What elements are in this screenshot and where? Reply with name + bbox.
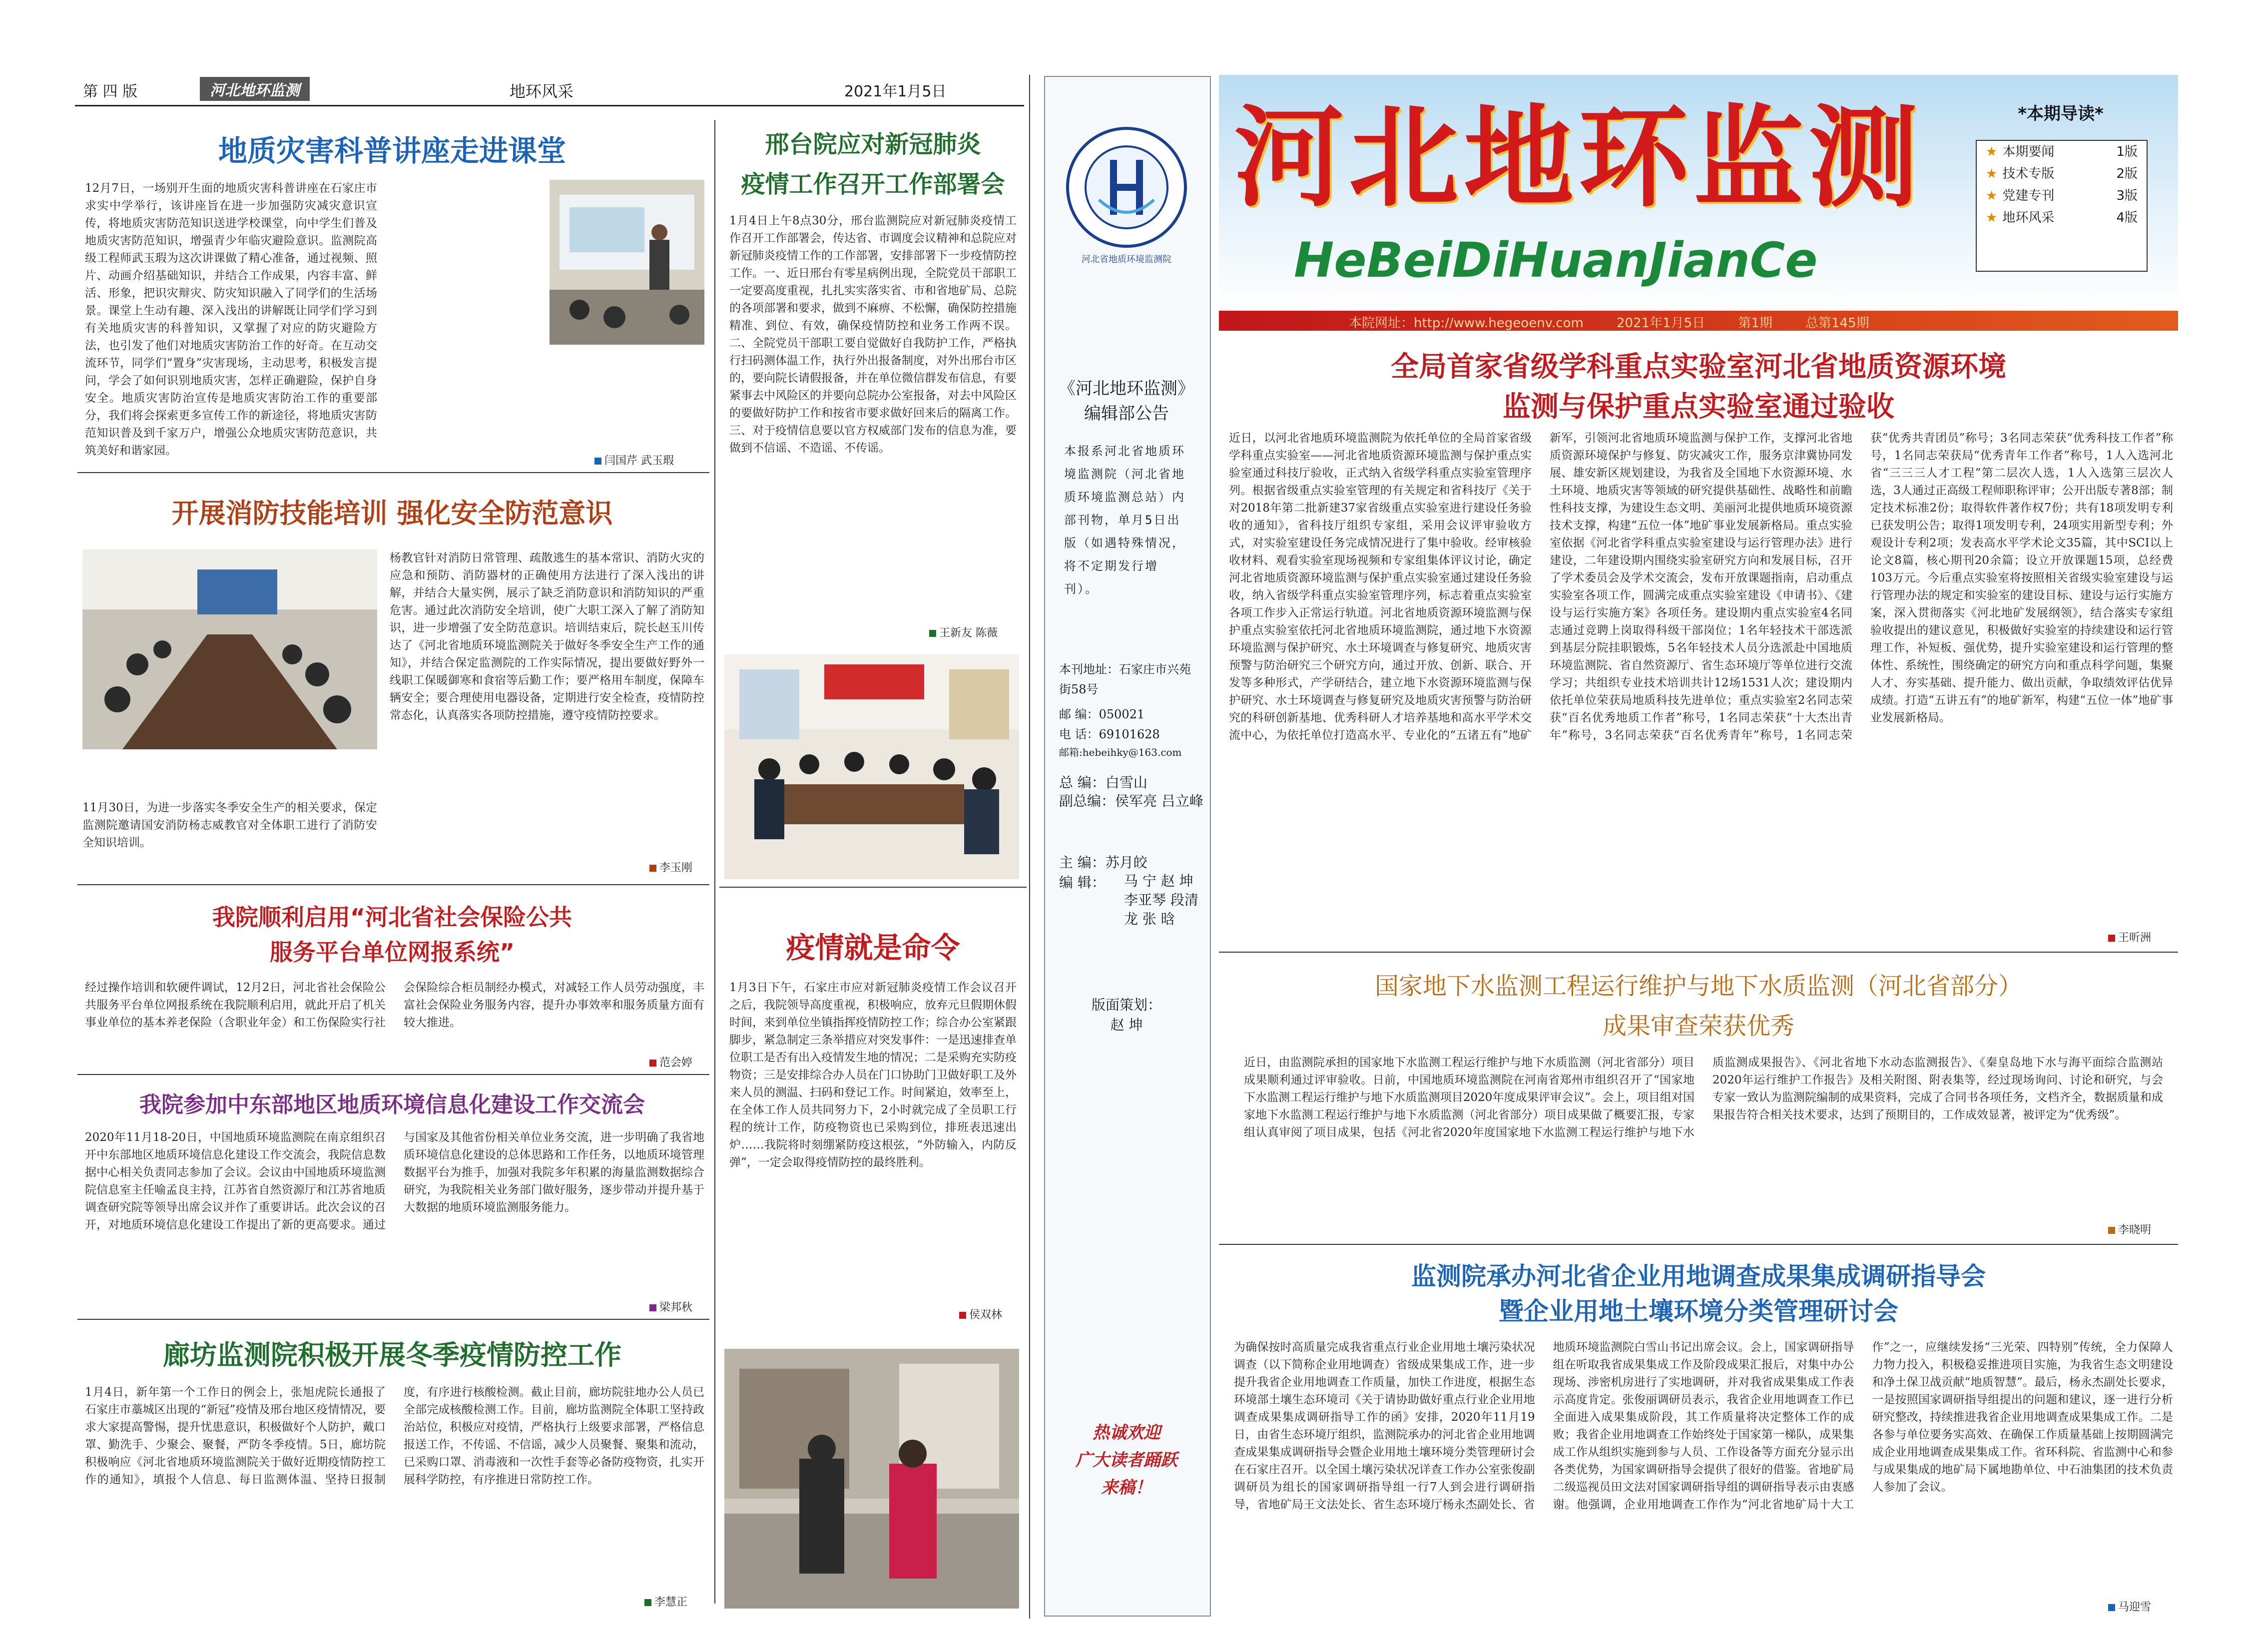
article-body-lead: 11月30日，为进一步落实冬季安全生产的相关要求，保定监测院邀请国安消防杨志威教官对全体职工进行了消防安全知识培训。	[82, 801, 377, 849]
column-divider	[714, 120, 715, 1604]
meeting-photo	[724, 654, 1019, 879]
article-title: 监测院承办河北省企业用地调查成果集成调研指导会	[1411, 1262, 1986, 1291]
editorial-notice-box	[1044, 76, 1211, 1617]
article-body: 为确保按时高质量完成我省重点行业企业用地土壤污染状况调查（以下简称企业用地调查）省级成果集成工作，进一步提升我省企业用地调查工作质量，加快工作进度，根据生态环境部土壤生态环境司《关于请协助做好重点行业企业用地调查成果集成调研指导工作的函》安排，2020年11月19日，由省生态环境厅组织，监测院承办的河北省企业用地调查成果集成调研指导会暨企业用地土壤环境分类管理研讨会在石家庄召开。以全国土壤污染状况详查工作办公室张俊副调研员为组长的国家调研指导组一行7人到会进行调研指导，省地矿局王文法处长、省生态环境厅杨永杰副处长、省地质环境监测院白雪山书记出席会议。会上，国家调研指导组在听取我省成果集成工作及阶段成果汇报后，对集中办公现场、涉密机房进行了实地调研，并对我省成果集成工作表示高度肯定。张俊丽调研员表示，我省企业用地调查工作已全面进入成果集成阶段，其工作质量将决定整体工作的成败；我省企业用地调查工作始终处于国家第一梯队，成果集成工作从组织实施到参与人员、工作设备等方面充分显示出各类优势，为国家调研指导会提供了很好的借鉴。省地矿局二级巡视员田文法对国家调研指导组的调研指导表示由衷感谢。他强调，企业用地调查工作作为“河北省地矿局十大工作”之一，应继续发扬“三光荣、四特别”传统，全力保障人力物力投入，积极稳妥推进项目实施，为我省生态文明建设和净土保卫战贡献“地质智慧”。最后，杨永杰副处长要求，一是按照国家调研指导组提出的问题和建议，逐一进行分析研究整改，持续推进我省企业用地调查成果集成工作。二是各参与单位要务实高效、在确保工作质量基础上按期圆满完成企业用地调查成果集成工作。省环科院、省监测中心和参与成果集成的地矿局下属地勘单位、中石油集团的技术负责人参加了会议。	[1234, 1341, 2173, 1511]
article-title: 开展消防技能培训 强化安全防范意识	[171, 498, 613, 529]
byline-marker	[649, 865, 656, 872]
byline-marker	[649, 1060, 656, 1067]
notice-body: 本报系河北省地质环境监测院（河北省地质环境监测总站）内部刊物，单月5日出版（如遇特殊情况，将不定期发行增刊）。	[1064, 444, 1185, 596]
contents-item[interactable]: ★ 本期要闻 1版	[1986, 144, 2138, 159]
training-photo	[82, 550, 377, 749]
article-body: 近日，以河北省地质环境监测院为依托单位的全局首家省级学科重点实验室——河北省地质资源环境监测与保护重点实验室通过科技厅验收，正式纳入省级学科重点实验室管理序列。根据省级重点实验室管理的有关规定和省科技厅《关于对2018年第二批新建37家省级重点实验室进行建设任务验收的通知》，省科技厅组织专家组，采用会议评审验收方式，对实验室建设任务完成情况进行了集中验收。经审核验收材料、观看实验室现场视频和专家组集体评议讨论，确定河北省地质资源环境监测与保护重点实验室通过建设任务验收，纳入省级学科重点实验室管理序列，标志着重点实验室各项工作步入正常运行轨道。河北省地质资源环境监测与保护重点实验室依托河北省地质环境监测院，通过地下水资源环境监测与保护研究、水土环境调查与修复研究、地质灾害预警与防治研究三个研究方向，通过开放、创新、联合、开发等多种形式，产学研结合，建立地下水资源环境监测与保护研究、水土环境调查与修复研究及地质灾害预警与防治研究的科研创新基地、优秀科研人才培养基地和高水平学术交流中心，为依托单位打造高水平、专业化的“五诸五有”地矿新军，引领河北省地质环境监测与保护工作，支撑河北省地质资源环境保护与修复、防灾减灾工作，服务京津冀协同发展、雄安新区规划建设，为我省及全国地下水资源环境、水土环境、地质灾害等领域的研究提供基础性、战略性和前瞻性科技支撑，为建设生态文明、美丽河北提供地质环境资源技术支撑，构建“五位一体”地矿事业发展新格局。重点实验室依据《河北省学科重点实验室建设与运行管理办法》进行建设，二年建设期内围绕实验室研究方向和发展目标，召开了学术委员会及学术交流会，发布开放课题指南，启动重点实验室各项工作，圆满完成重点实验室建设《申请书》、《建设与运行实施方案》各项任务。建设期内重点实验室4名同志通过竞聘上岗取得科级干部岗位；1名年轻技术干部选派到基层分院挂职锻炼，5名年轻技术人员分选派赴中国地质环境监测院、省自然资源厅、省生态环境厅等单位进行交流学习；共组织专业技术培训共计12场1531人次；建设期内依托单位荣获局地质科技先进单位；重点实验室2名同志荣获“百名优秀地质工作者”称号，1名同志荣获“十大杰出青年”称号，3名同志荣获“百名优秀青年”称号，1名同志荣获“优秀共青团员”称号；3名同志荣获“优秀科技工作者”称号，1名同志荣获局“优秀青年工作者”称号，1人入选河北省“三三三人才工程”第二层次人选，1人入选第三层次人选，3人通过正高级工程师职称评审；公开出版专著8部；制定技术标准2份；取得软件著作权7份；共有18项发明专利已获发明公告；取得1项发明专利，24项实用新型专利；外观设计专利2项；发表高水平学术论文35篇，其中SCI以上论文8篇，核心期刊20余篇；设立开放课题15项，总经费103万元。今后重点实验室将按照相关省级实验室建设与运行管理办法的规定和实验室的建设目标、建设与运行实施方案，深入贯彻落实《河北地矿发展纲领》，结合落实专家组验收提出的建议意见，积极做好实验室的持续建设和运行管理工作，补短板、强优势，提升实验室建设和运行管理的整体性、系统性，围绕确定的研究方向和重点科学问题，集聚人才、夯实基础、提升能力、做出贡献，争取绩效评估优异成绩。打造“五讲五有”的地矿新军，构建“五位一体”地矿事业发展新格局。	[1229, 432, 2173, 742]
contents-item[interactable]: ★ 党建专刊 3版	[1986, 188, 2138, 203]
paper-name-tag: 河北地环监测	[200, 77, 310, 101]
article-body-continued	[385, 180, 540, 465]
section-label: 地环风采	[510, 82, 574, 101]
article-body: 经过操作培训和软硬件调试，12月2日，河北省社会保险公共服务平台单位网报系统在我院顺利启用，就此开启了机关事业单位的基本养老保险（含职业年金）和工伤保险实行社会保险综合柜员制经办模式，对减轻工作人员劳动强度，丰富社会保险业务服务内容，提升办事效率和服务质量方面有较大推进。	[85, 981, 704, 1029]
divider	[1219, 952, 2178, 953]
logo-caption: 河北省地质环境监测院	[1082, 254, 1171, 265]
divider	[719, 887, 1027, 888]
article-title: 我院参加中东部地区地质环境信息化建设工作交流会	[139, 1092, 645, 1117]
article-body: 2020年11月18-20日，中国地质环境监测院在南京组织召开中东部地区地质环境信息化建设工作交流会，我院信息数据中心相关负责同志参加了会议。会议由中国地质环境监测院信息室主任喻孟良主持，江苏省自然资源厅和江苏省地质调查研究院等领导出席会议并作了重要讲话。此次会议的召开，对地质环境信息化建设工作提出了新的更高要求。通过与国家及其他省份相关单位业务交流，进一步明确了我省地质环境信息化建设的总体思路和工作任务，以地质环境管理数据平台为推手，加强对我院多年积累的海量监测数据综合研究，为我院相关业务部门做好服务，逐步带动并提升基于大数据的地质环境监测服务能力。	[85, 1131, 704, 1231]
welcome-line-2: 广大读者踊跃	[1076, 1450, 1177, 1470]
article-title: 疫情就是命令	[786, 931, 960, 965]
byline: 王昕洲	[2108, 929, 2151, 945]
article-title: 地质灾害科普讲座走进课堂	[218, 134, 566, 168]
editors-list: 马 宁 赵 坤 李亚琴 段清龙 张 晗	[1124, 873, 1198, 927]
article-body: 杨教官针对消防日常管理、疏散逃生的基本常识、消防火灾的应急和预防、消防器材的正确使用方法进行了深入浅出的讲解，并结合大量实例，展示了缺乏消防意识和消防知识的严重危害。通过此次消防安全培训，使广大职工深入了解了消防知识，进一步增强了安全防范意识。培训结束后，院长赵玉川传达了《河北省地质环境监测院关于做好冬季安全生产工作的通知》，并结合保定监测院的工作实际情况，提出要做好野外一线职工保暖御寒和食宿等后勤工作；要严格用车制度，保障车辆安全；要合理使用电器设备，定期进行安全检查，疫情防控常态化，认真落实各项防控措施，遵守疫情防控要求。	[390, 551, 704, 722]
masthead-info-text: 本院网址：http://www.hegeoenv.com 2021年1月5日 第1期 总第145期	[1349, 316, 1869, 331]
temperature-check-photo	[724, 1349, 1019, 1609]
byline: 王新友 陈薇	[929, 624, 998, 640]
byline-marker	[959, 1312, 966, 1319]
article-title: 我院顺利启用“河北省社会保险公共	[212, 904, 572, 931]
table-of-contents	[1976, 140, 2148, 272]
star-icon: ★	[1986, 166, 1998, 181]
byline-marker	[594, 458, 601, 465]
byline-marker	[2108, 935, 2115, 942]
welcome-line-3: 来稿！	[1101, 1478, 1152, 1498]
byline: 李玉刚	[649, 859, 692, 875]
byline-marker	[2108, 1227, 2115, 1234]
star-icon: ★	[1986, 210, 1998, 225]
article-title: 国家地下水监测工程运行维护与地下水质监测（河北省部分）	[1374, 972, 2022, 1000]
guide-title: *本期导读*	[2018, 104, 2104, 124]
article-title-line2: 成果审查荣获优秀	[1602, 1012, 1794, 1040]
star-icon: ★	[1986, 144, 1998, 159]
masthead-pinyin: HeBeiDiHuanJianCe	[1294, 232, 1818, 288]
phone: 电 话：69101628	[1059, 727, 1160, 741]
divider	[77, 884, 709, 885]
article-title: 全局首家省级学科重点实验室河北省地质资源环境	[1391, 351, 2006, 383]
divider	[1219, 1244, 2178, 1245]
byline: 梁邦秋	[649, 1299, 692, 1314]
byline-marker	[644, 1599, 651, 1606]
editor-in-chief: 总 编：白雪山	[1059, 774, 1147, 791]
article-title: 廊坊监测院积极开展冬季疫情防控工作	[163, 1339, 621, 1371]
star-icon: ★	[1986, 188, 1998, 203]
main-editor: 主 编：苏月皎	[1059, 854, 1147, 871]
notice-subtitle: 编辑部公告	[1084, 404, 1169, 424]
byline-marker	[929, 630, 936, 637]
article-body: 近日，由监测院承担的国家地下水监测工程运行维护与地下水质监测（河北省部分）项目成果顺利通过评审验收。日前，中国地质环境监测院在河南省郑州市组织召开了“国家地下水监测工程运行维护与地下水质监测项目2020年度成果评审会议”。会上，项目组对国家地下水监测工程运行维护与地下水质监测（河北省部分）项目成果做了概要汇报，专家组认真审阅了项目成果，包括《河北省2020年度国家地下水监测工程运行维护与地下水质监测成果报告》、《河北省地下水动态监测报告》、《秦皇岛地下水与海平面综合监测站2020年运行维护工作报告》及相关附图、附表集等，经过现场询问、讨论和研究，与会专家一致认为监测院编制的成果资料，完成了合同书各项任务，文档齐全，数据质量和成果报告符合相关技术要求，达到了预期目的，工作成效显著，被评定为“优秀级”。	[1244, 1056, 2163, 1139]
page-header	[75, 75, 1024, 106]
divider	[77, 1319, 709, 1320]
divider	[77, 1074, 709, 1075]
edition-label: 第 四 版	[83, 83, 138, 100]
email: 邮箱:hebeihky@163.com	[1059, 746, 1182, 758]
byline: 马迎雪	[2108, 1599, 2151, 1614]
welcome-line-1: 热诚欢迎	[1093, 1423, 1160, 1443]
byline-marker	[2108, 1604, 2115, 1611]
divider	[77, 472, 709, 473]
article-body: 1月3日下午，石家庄市应对新冠肺炎疫情工作会议召开之后，我院领导高度重视，积极响应，放弃元旦假期休假时间，来到单位坐镇指挥疫情防控工作；综合办公室紧跟脚步，紧急制定三条举措应对突发事件：一是迅速排查单位职工是否有出入疫情发生地的情况；二是采购充实防疫物资；三是安排综合办人员在门口协助门卫做好职工及外来人员的测温、扫码和登记工作。时间紧迫，效率至上，在全体工作人员共同努力下，2小时就完成了全员职工行程的统计工作，防疫物资也已采购到位，排班表迅速出炉……我院将时刻绷紧防疫这根弦，“外防输入，内防反弹”，一定会取得疫情防控的最终胜利。	[729, 981, 1017, 1169]
byline: 李慧正	[644, 1594, 687, 1609]
byline: 李晓明	[2108, 1221, 2151, 1237]
classroom-photo	[550, 180, 704, 345]
byline: 侯双林	[959, 1306, 1002, 1322]
address: 本刊地址：石家庄市兴苑街58号	[1059, 662, 1191, 696]
institute-logo	[1064, 125, 1189, 250]
article-title-line2: 疫情工作召开工作部署会	[741, 170, 1005, 198]
editors-label: 编 辑：	[1059, 874, 1106, 891]
article-body: 1月4日上午8点30分，邢台监测院应对新冠肺炎疫情工作召开工作部署会，传达省、市调度会议精神和总院应对新冠肺炎疫情工作的工作部署，安排部署下一步疫情防控工作。一、近日邢台有零星病例出现，全院党员干部职工一定要高度重视，扎扎实实落实省、市和省地矿局、总院的各项部署和要求，做到不麻痹、不松懈，确保防控措施精准、到位、有效，确保疫情防控和业务工作两不误。二、全院党员干部职工要自觉做好自我防护工作，严格执行扫码测体温工作，执行外出报备制度，对外出邢台市区的，要向院长请假报备，并在单位微信群发布信息，有要紧事去中风险区的并要向总院办公室报备，对去中风险区的要做好防护工作和按省市要求做好回来后的隔离工作。三、对于疫情信息要以官方权威部门发布的信息为准，要做到不信谣、不造谣、不传谣。	[729, 214, 1017, 455]
article-title-line2: 暨企业用地土壤环境分类管理研讨会	[1499, 1297, 1898, 1326]
article-body: 12月7日，一场别开生面的地质灾害科普讲座在石家庄市求实中学举行，该讲座旨在进一步加强防灾减灾意识宣传，将地质灾害防范知识送进学校课堂，向中学生们普及地质灾害防范知识，增强青少年临灾避险意识。监测院高级工程师武玉瑕为这次讲课做了精心准备，通过视频、照片、动画介绍基础知识，并结合工作成果，内容丰富、鲜活、形象，把识灾辩灾、防灾知识融入了同学们的生活场景。课堂上生动有趣、深入浅出的讲解既让同学们学习到有关地质灾害的科普知识，又掌握了对应的防灾避险方法，也引发了他们对地质灾害防治工作的好奇。在互动交流环节，同学们“置身”灾害现场，主动思考，积极发言提问，学会了如何识别地质灾害，怎样正确避险，保护自身安全。地质灾害防治宣传是地质灾害防治工作的重要部分，我们将会探索更多宣传工作的新途径，将地质灾害防范知识普及到千家万户，增强公众地质灾害防范意识，共筑美好和谐家园。	[85, 182, 377, 457]
layout-name: 赵 坤	[1110, 1017, 1143, 1033]
postcode: 邮 编：050021	[1059, 707, 1145, 721]
issue-date: 2021年1月5日	[844, 83, 947, 100]
article-title: 邢台院应对新冠肺炎	[765, 130, 981, 158]
contents-item[interactable]: ★ 技术专版 2版	[1986, 166, 2138, 181]
page-divider	[1029, 75, 1030, 1619]
notice-title: 《河北地环监测》	[1059, 379, 1194, 399]
byline: 范会婷	[649, 1054, 692, 1070]
contents-item[interactable]: ★ 地环风采 4版	[1986, 210, 2138, 225]
byline: 闫国芹 武玉瑕	[594, 452, 674, 468]
byline-marker	[649, 1304, 656, 1311]
layout-label: 版面策划：	[1091, 997, 1161, 1013]
masthead-title: 河北地环监测	[1234, 92, 1924, 222]
article-body: 1月4日，新年第一个工作日的例会上，张旭虎院长通报了石家庄市藁城区出现的“新冠”疫情及邢台地区疫情情况，要求大家提高警惕，提升忧患意识，积极做好个人防护，戴口罩、勤洗手、少聚会、聚餐，严防冬季疫情。5日，廊坊院积极响应《河北省地质环境监测院关于做好近期疫情防控工作的通知》，填报个人信息、每日监测体温、坚持日报制度，有序进行核酸检测。截止目前，廊坊院驻地办公人员已全部完成核酸检测工作。目前，廊坊监测院全体职工坚持政治站位，积极应对疫情，严格执行上级要求部署，严格信息报送工作，不传谣、不信谣，减少人员聚餐、聚集和流动，已采购口罩、消毒液和一次性手套等必备防疫物资，扎实开展科学防控，有序推进日常防控工作。	[85, 1386, 704, 1486]
article-title-line2: 监测与保护重点实验室通过验收	[1503, 391, 1894, 423]
deputy-editors: 副总编：侯军亮 吕立峰	[1059, 793, 1203, 809]
article-title-line2: 服务平台单位网报系统”	[269, 939, 515, 966]
